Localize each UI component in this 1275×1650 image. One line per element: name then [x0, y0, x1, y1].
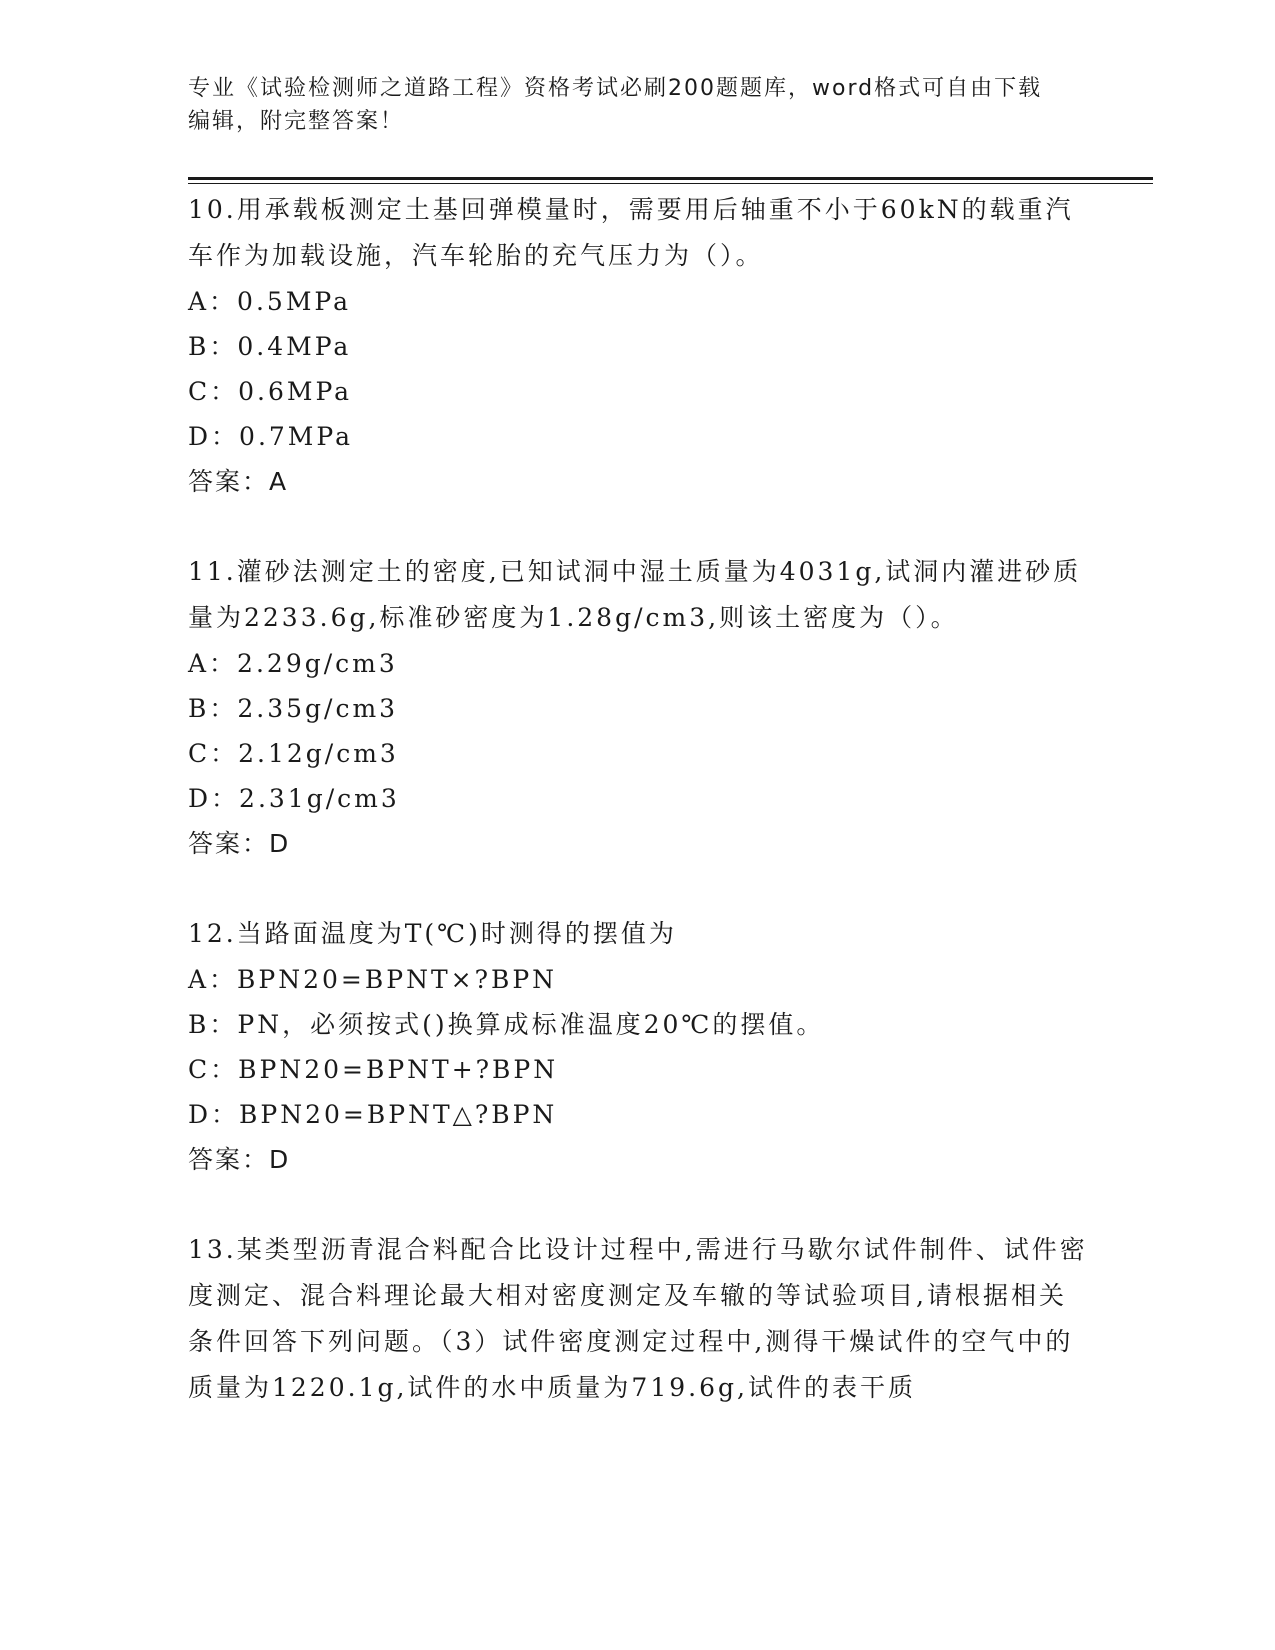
question-text: 13.某类型沥青混合料配合比设计过程中,需进行马歇尔试件制件、试件密度测定、混合料理论最大相对密度测定及车辙的等试验项目,请根据相关条件回答下列问题。（3）试件密度测定过程中,测得干燥试件的空气中的质量为1220.1g,试件的水中质量为719.6g,试件的表干质	[188, 1235, 1088, 1402]
option-a: A：0.5MPa	[188, 287, 352, 316]
option-c: C：0.6MPa	[188, 377, 353, 406]
option-d: D：0.7MPa	[188, 422, 354, 451]
header-line-2: 编辑，附完整答案！	[188, 109, 405, 134]
option-c: C：BPN20=BPNT+?BPN	[188, 1055, 559, 1084]
option-d: D：BPN20=BPNT△?BPN	[188, 1100, 558, 1129]
question-text: 12.当路面温度为T(℃)时测得的摆值为	[188, 919, 677, 948]
option-a: A：2.29g/cm3	[188, 649, 398, 678]
answer: 答案：A	[188, 467, 289, 496]
question-list	[188, 187, 1088, 1455]
option-b: B：0.4MPa	[188, 332, 352, 361]
answer: 答案：D	[188, 829, 291, 858]
option-b: B：PN，必须按式()换算成标准温度20℃的摆值。	[188, 1010, 825, 1039]
answer: 答案：D	[188, 1145, 291, 1174]
question-text: 10.用承载板测定土基回弹模量时，需要用后轴重不小于60kN的载重汽车作为加载设施，汽车轮胎的充气压力为（）。	[188, 195, 1074, 270]
header-line-1: 专业《试验检测师之道路工程》资格考试必刷200题题库，word格式可自由下载	[188, 76, 1043, 101]
header-divider-thin	[188, 183, 1153, 184]
header-divider-thick	[188, 177, 1153, 180]
question-12	[188, 911, 1088, 1183]
option-b: B：2.35g/cm3	[188, 694, 399, 723]
document-header	[188, 72, 1088, 138]
option-c: C：2.12g/cm3	[188, 739, 399, 768]
question-11	[188, 549, 1088, 867]
question-10	[188, 187, 1088, 505]
option-d: D：2.31g/cm3	[188, 784, 400, 813]
question-13	[188, 1227, 1088, 1411]
option-a: A：BPN20=BPNT×?BPN	[188, 965, 558, 994]
question-text: 11.灌砂法测定土的密度,已知试洞中湿土质量为4031g,试洞内灌进砂质量为2233.6g,标准砂密度为1.28g/cm3,则该土密度为（）。	[188, 557, 1082, 632]
